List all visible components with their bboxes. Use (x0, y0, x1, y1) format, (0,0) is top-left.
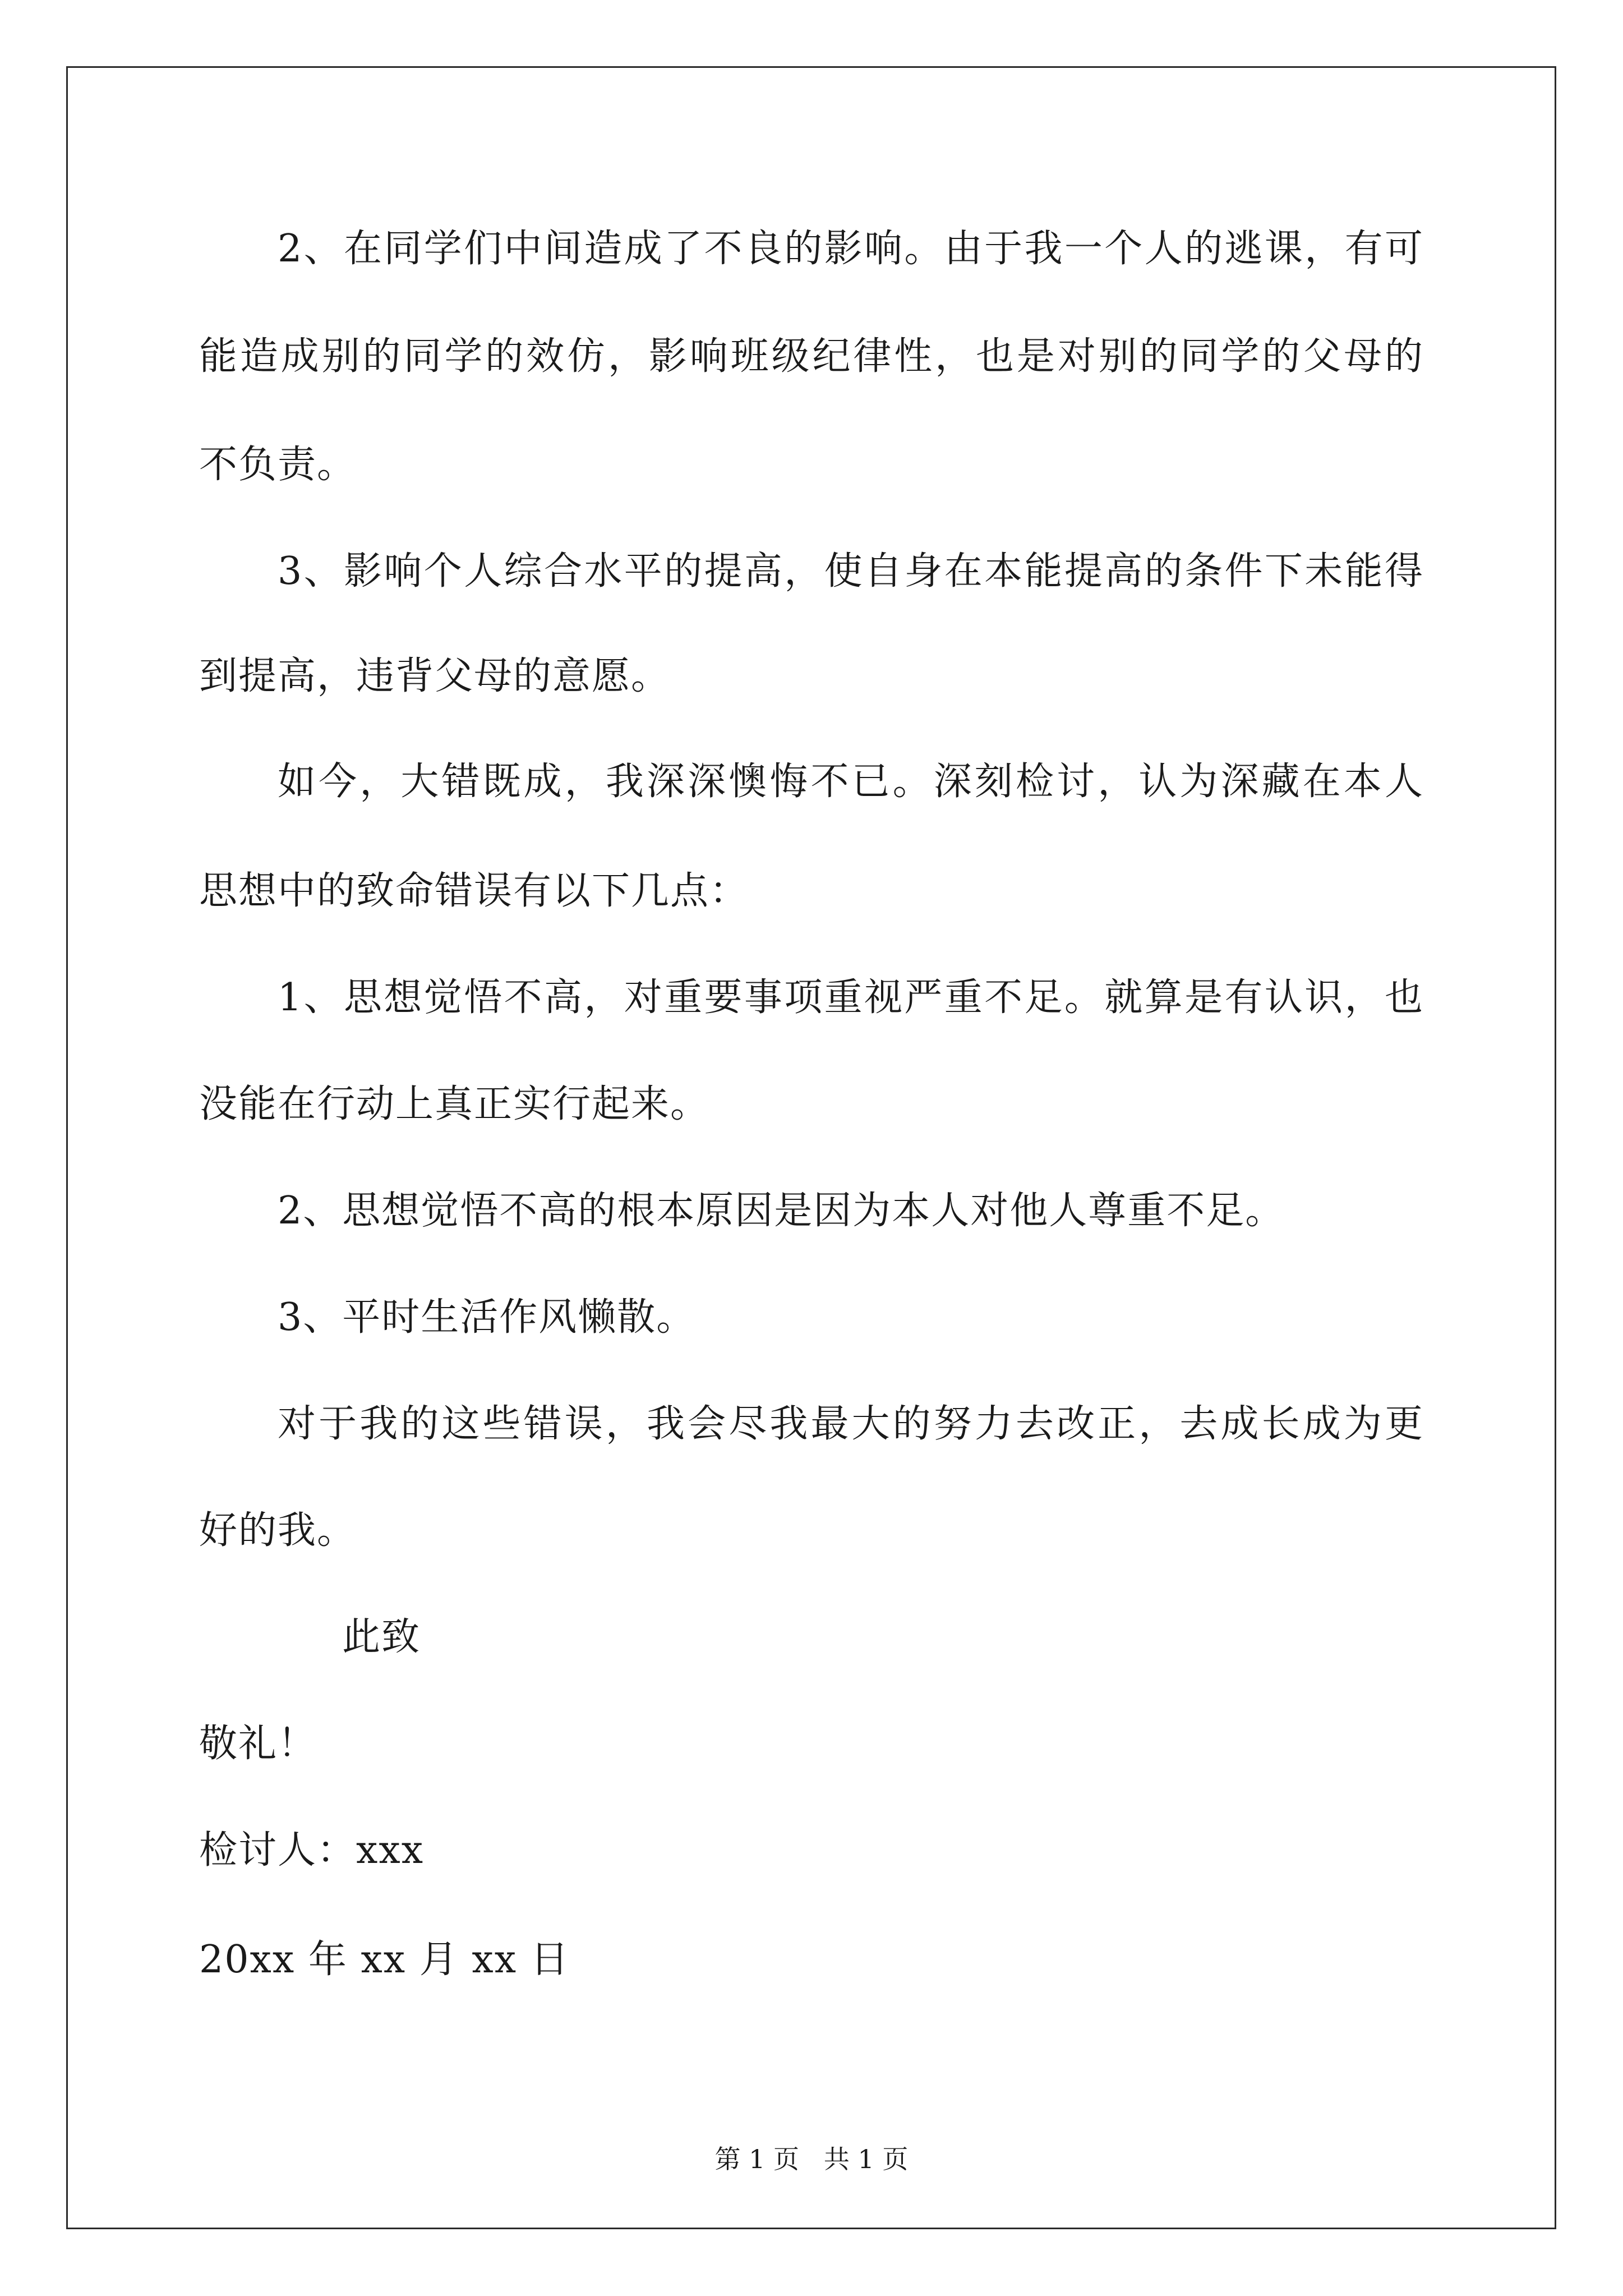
paragraph-3-line-1: 如今，大错既成，我深深懊悔不已。深刻检讨，认为深藏在本人 (278, 760, 1423, 804)
author-line: 检讨人：xxx (199, 1828, 425, 1872)
paragraph-6-line-1: 3、平时生活作风懒散。 (278, 1295, 696, 1340)
page-border (66, 66, 1556, 2229)
page-number-footer: 第 1 页 共 1 页 (714, 2144, 909, 2174)
paragraph-1-line-2: 能造成别的同学的效仿，影响班级纪律性，也是对别的同学的父母的 (199, 334, 1423, 379)
paragraph-2-line-2: 到提高，违背父母的意愿。 (199, 654, 671, 698)
closing-regards: 敬礼！ (199, 1722, 317, 1766)
paragraph-5-line-1: 2、思想觉悟不高的根本原因是因为本人对他人尊重不足。 (278, 1189, 1285, 1233)
paragraph-1-line-3: 不负责。 (199, 443, 357, 487)
paragraph-1-line-1: 2、在同学们中间造成了不良的影响。由于我一个人的逃课，有可 (278, 227, 1423, 271)
paragraph-4-line-2: 没能在行动上真正实行起来。 (199, 1082, 710, 1126)
paragraph-7-line-2: 好的我。 (199, 1508, 357, 1553)
closing-salutation: 此致 (342, 1615, 421, 1659)
paragraph-2-line-1: 3、影响个人综合水平的提高，使自身在本能提高的条件下未能得 (278, 549, 1423, 593)
paragraph-3-line-2: 思想中的致命错误有以下几点： (199, 869, 749, 913)
date-line: 20xx 年 xx 月 xx 日 (199, 1938, 570, 1982)
paragraph-7-line-1: 对于我的这些错误，我会尽我最大的努力去改正，去成长成为更 (278, 1402, 1423, 1446)
paragraph-4-line-1: 1、思想觉悟不高，对重要事项重视严重不足。就算是有认识，也 (278, 976, 1423, 1020)
